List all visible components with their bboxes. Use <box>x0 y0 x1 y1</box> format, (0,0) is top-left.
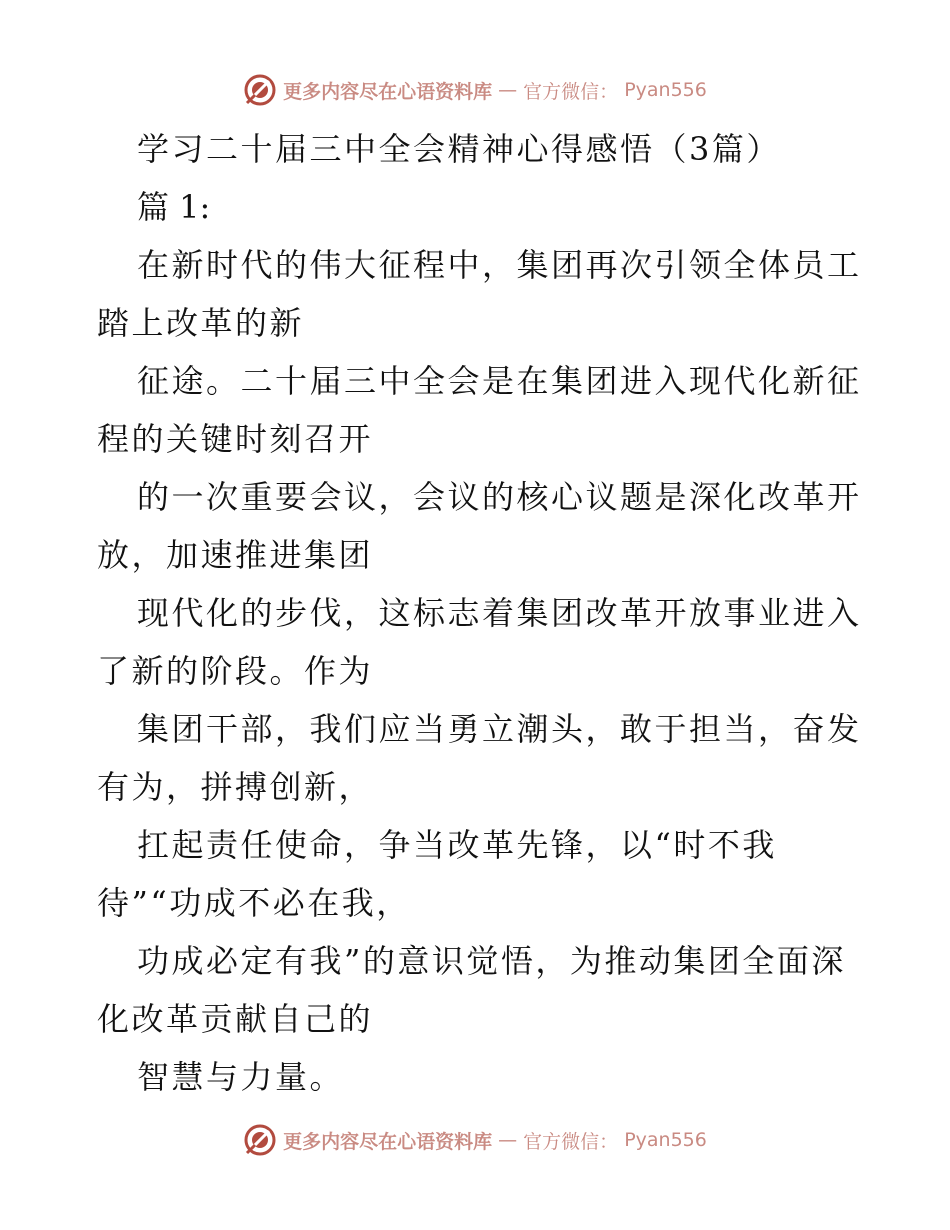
watermark-main-text: 更多内容尽在心语资料库 <box>283 80 493 103</box>
paragraph-line: 智慧与力量。 <box>137 1058 345 1096</box>
paragraph-line: 集团干部，我们应当勇立潮头，敢于担当，奋发 <box>137 710 862 748</box>
watermark-account: Pyan556 <box>624 79 707 101</box>
watermark-label: 官方微信： <box>523 1130 619 1153</box>
paragraph-line: 待”“功成不必在我， <box>97 884 411 922</box>
header-watermark <box>0 70 950 110</box>
seal-logo-icon <box>243 73 277 107</box>
section-heading: 篇 1: <box>137 188 211 226</box>
paragraph-line: 化改革贡献自己的 <box>97 1000 374 1038</box>
paragraph-line: 在新时代的伟大征程中，集团再次引领全体员工 <box>137 246 862 284</box>
paragraph-line: 功成必定有我”的意识觉悟，为推动集团全面深 <box>137 942 846 980</box>
paragraph-line: 放，加速推进集团 <box>97 536 374 574</box>
document-title: 学习二十届三中全会精神心得感悟（3篇） <box>137 130 781 168</box>
paragraph-line: 程的关键时刻召开 <box>97 420 374 458</box>
watermark-account: Pyan556 <box>624 1129 707 1151</box>
watermark-main-text: 更多内容尽在心语资料库 <box>283 1130 493 1153</box>
paragraph-line: 扛起责任使命，争当改革先锋，以“时不我 <box>137 826 777 864</box>
watermark-label: 官方微信： <box>523 80 619 103</box>
paragraph-line: 现代化的步伐，这标志着集团改革开放事业进入 <box>137 594 862 632</box>
paragraph-line: 征途。二十届三中全会是在集团进入现代化新征 <box>137 362 862 400</box>
paragraph-line: 了新的阶段。作为 <box>97 652 374 690</box>
footer-watermark <box>0 1120 950 1160</box>
paragraph-line: 的一次重要会议，会议的核心议题是深化改革开 <box>137 478 862 516</box>
paragraph-line: 踏上改革的新 <box>97 304 305 342</box>
paragraph-line: 有为，拼搏创新， <box>97 768 374 806</box>
seal-logo-icon <box>243 1123 277 1157</box>
watermark-separator: — <box>498 1129 518 1151</box>
watermark-separator: — <box>498 79 518 101</box>
document-body <box>97 120 862 1106</box>
